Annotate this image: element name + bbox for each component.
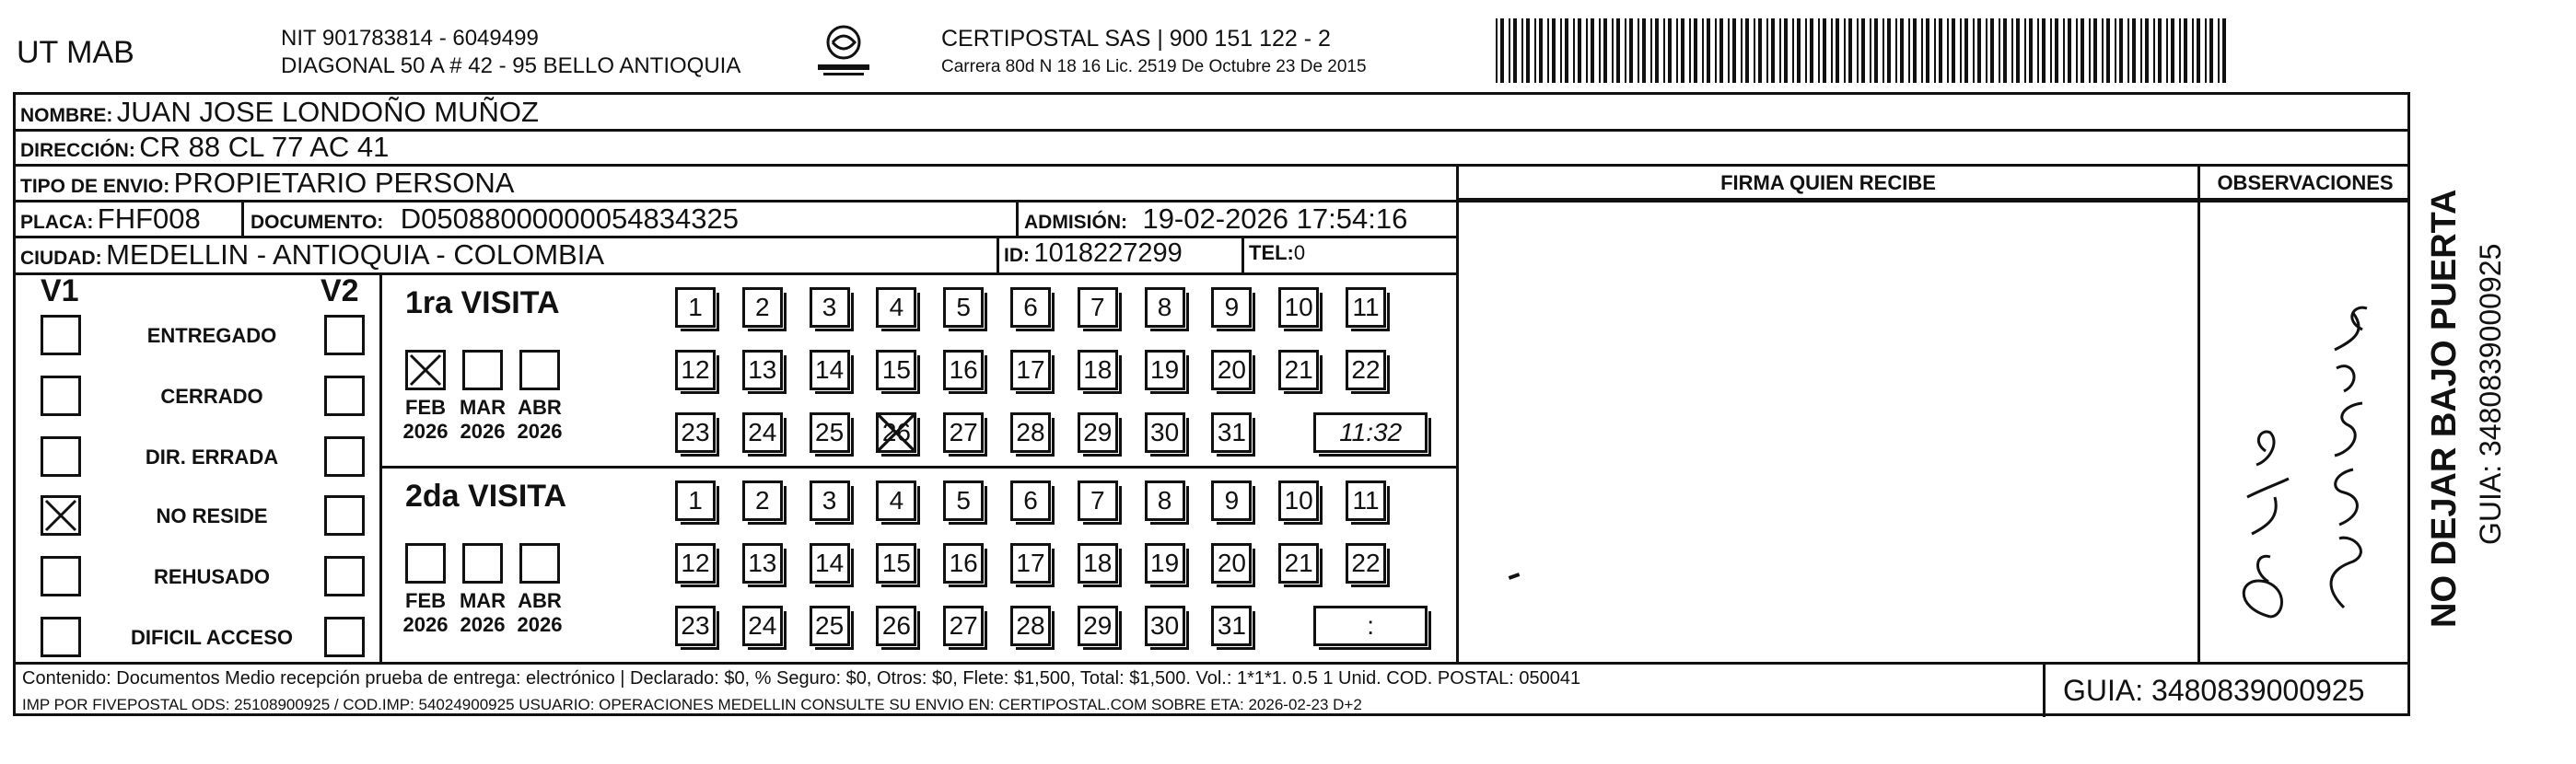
ciudad-value: MEDELLIN - ANTIOQUIA - COLOMBIA bbox=[106, 238, 604, 271]
month-year: 2026 bbox=[402, 613, 449, 636]
day-box[interactable]: 9 bbox=[1211, 287, 1252, 328]
month-year: 2026 bbox=[460, 613, 506, 636]
tel-label: TEL: bbox=[1249, 241, 1294, 264]
placa-label: PLACA: bbox=[20, 212, 94, 233]
day-box[interactable]: 13 bbox=[742, 543, 783, 584]
documento-cell bbox=[251, 203, 739, 236]
day-box[interactable]: 3 bbox=[810, 480, 850, 521]
day-box[interactable]: 25 bbox=[810, 412, 850, 453]
sender-nit: NIT 901783814 - 6049499 bbox=[281, 26, 539, 51]
day-box[interactable]: 18 bbox=[1078, 350, 1118, 390]
day-box[interactable]: 27 bbox=[943, 606, 984, 646]
day-box[interactable]: 20 bbox=[1211, 543, 1252, 584]
month-name: FEB bbox=[405, 396, 446, 419]
day-box[interactable]: 25 bbox=[810, 606, 850, 646]
month-checkbox[interactable] bbox=[462, 350, 503, 390]
month-checkbox[interactable] bbox=[462, 543, 503, 584]
firma-header: FIRMA QUIEN RECIBE bbox=[1720, 171, 1936, 194]
month-label bbox=[455, 396, 510, 444]
placa-cell bbox=[20, 203, 201, 236]
visit-title: 2da VISITA bbox=[405, 479, 567, 514]
admision-cell bbox=[1024, 203, 1407, 236]
day-box[interactable]: 7 bbox=[1078, 480, 1118, 521]
day-box[interactable]: 26 bbox=[876, 606, 916, 646]
day-box[interactable]: 3 bbox=[810, 287, 850, 328]
month-checkbox[interactable] bbox=[405, 543, 446, 584]
day-box[interactable]: 11 bbox=[1346, 287, 1386, 328]
v2-header: V2 bbox=[321, 273, 359, 308]
visit-title: 1ra VISITA bbox=[405, 285, 560, 320]
company-license: Carrera 80d N 18 16 Lic. 2519 De Octubre 23 De 2015 bbox=[941, 57, 1367, 76]
month-year: 2026 bbox=[517, 420, 563, 443]
id-label: ID: bbox=[1004, 245, 1030, 266]
nombre-row bbox=[20, 96, 539, 129]
day-box[interactable]: 12 bbox=[675, 350, 716, 390]
time-box[interactable]: : bbox=[1313, 606, 1428, 646]
direccion-value: CR 88 CL 77 AC 41 bbox=[139, 131, 390, 163]
ciudad-cell bbox=[20, 238, 604, 272]
day-box[interactable]: 16 bbox=[943, 350, 984, 390]
v2-checkbox[interactable] bbox=[324, 556, 365, 596]
placa-value: FHF008 bbox=[97, 203, 201, 235]
day-box[interactable]: 6 bbox=[1010, 480, 1051, 521]
month-name: ABR bbox=[518, 589, 562, 612]
month-label bbox=[398, 396, 453, 444]
v1-checkbox[interactable] bbox=[41, 617, 81, 657]
v2-checkbox[interactable] bbox=[324, 436, 365, 477]
day-box[interactable]: 11 bbox=[1346, 480, 1386, 521]
day-box[interactable]: 8 bbox=[1145, 287, 1185, 328]
day-box[interactable]: 14 bbox=[810, 543, 850, 584]
day-box[interactable]: 15 bbox=[876, 350, 916, 390]
month-label bbox=[455, 589, 510, 637]
v1-checkbox[interactable] bbox=[41, 376, 81, 416]
tel-value: 0 bbox=[1293, 241, 1306, 264]
v1-checkbox[interactable] bbox=[41, 556, 81, 596]
month-name: ABR bbox=[518, 396, 562, 419]
footer-contents: Contenido: Documentos Medio recepción prueba de entrega: electrónico | Declarado: $0, % Seguro: $0, Otros: $0, Flete: $1,500, Total: $1,500. Vol.: 1*1*1. 0.5 1 Unid. COD. POSTAL: 050041 bbox=[22, 668, 1581, 689]
admision-value: 19-02-2026 17:54:16 bbox=[1142, 203, 1408, 235]
observaciones-handwriting bbox=[2215, 221, 2399, 644]
id-value: 1018227299 bbox=[1033, 238, 1183, 268]
day-box[interactable]: 28 bbox=[1010, 412, 1051, 453]
status-label: REHUSADO bbox=[154, 565, 270, 588]
documento-value: D05088000000054834325 bbox=[400, 203, 739, 235]
tipo-envio-label: TIPO DE ENVIO: bbox=[20, 176, 170, 197]
status-label: CERRADO bbox=[160, 385, 263, 408]
observaciones-header: OBSERVACIONES bbox=[2217, 171, 2394, 194]
status-label: DIR. ERRADA bbox=[145, 446, 279, 469]
direccion-label: DIRECCIÓN: bbox=[20, 140, 135, 161]
id-cell bbox=[1004, 238, 1183, 269]
status-label: DIFICIL ACCESO bbox=[130, 626, 293, 649]
day-box[interactable]: 28 bbox=[1010, 606, 1051, 646]
side-guia: GUIA: 3480839000925 bbox=[2474, 243, 2507, 545]
status-label: NO RESIDE bbox=[156, 504, 268, 527]
day-box[interactable]: 5 bbox=[943, 287, 984, 328]
day-box[interactable]: 26 bbox=[876, 412, 916, 453]
month-checkbox[interactable] bbox=[519, 543, 560, 584]
sender-name: UT MAB bbox=[17, 35, 134, 70]
day-box[interactable]: 2 bbox=[742, 287, 783, 328]
tel-cell bbox=[1249, 241, 1305, 265]
day-box[interactable]: 10 bbox=[1278, 287, 1319, 328]
month-label bbox=[512, 589, 567, 637]
day-box[interactable]: 4 bbox=[876, 480, 916, 521]
day-box[interactable]: 17 bbox=[1010, 350, 1051, 390]
month-label bbox=[512, 396, 567, 444]
v2-checkbox[interactable] bbox=[324, 617, 365, 657]
tipo-envio-row bbox=[20, 167, 514, 200]
time-box[interactable]: 11:32 bbox=[1313, 412, 1428, 453]
day-box[interactable]: 16 bbox=[943, 543, 984, 584]
day-box[interactable]: 17 bbox=[1010, 543, 1051, 584]
ciudad-label: CIUDAD: bbox=[20, 248, 102, 269]
month-label bbox=[398, 589, 453, 637]
side-warning: NO DEJAR BAJO PUERTA bbox=[2425, 189, 2464, 628]
day-box[interactable]: 23 bbox=[675, 606, 716, 646]
v1-checkbox[interactable] bbox=[41, 315, 81, 355]
day-box[interactable]: 20 bbox=[1211, 350, 1252, 390]
day-box[interactable]: 23 bbox=[675, 412, 716, 453]
day-box[interactable]: 4 bbox=[876, 287, 916, 328]
day-box[interactable]: 14 bbox=[810, 350, 850, 390]
direccion-row bbox=[20, 131, 389, 164]
day-box[interactable]: 24 bbox=[742, 606, 783, 646]
nombre-label: NOMBRE: bbox=[20, 105, 113, 126]
month-name: FEB bbox=[405, 589, 446, 612]
day-box[interactable]: 1 bbox=[675, 287, 716, 328]
month-name: MAR bbox=[459, 589, 507, 612]
day-box[interactable]: 21 bbox=[1278, 350, 1319, 390]
day-box[interactable]: 31 bbox=[1211, 606, 1252, 646]
company-name: CERTIPOSTAL SAS | 900 151 122 - 2 bbox=[941, 26, 1331, 52]
day-box[interactable]: 8 bbox=[1145, 480, 1185, 521]
day-box[interactable]: 22 bbox=[1346, 543, 1386, 584]
day-box[interactable]: 29 bbox=[1078, 606, 1118, 646]
day-box[interactable]: 12 bbox=[675, 543, 716, 584]
v2-checkbox[interactable] bbox=[324, 376, 365, 416]
day-box[interactable]: 27 bbox=[943, 412, 984, 453]
day-box[interactable]: 1 bbox=[675, 480, 716, 521]
month-year: 2026 bbox=[517, 613, 563, 636]
day-box[interactable]: 6 bbox=[1010, 287, 1051, 328]
day-box[interactable]: 31 bbox=[1211, 412, 1252, 453]
v1-header: V1 bbox=[41, 273, 79, 308]
day-box[interactable]: 30 bbox=[1145, 606, 1185, 646]
day-box[interactable]: 15 bbox=[876, 543, 916, 584]
day-box[interactable]: 24 bbox=[742, 412, 783, 453]
footer-guia: GUIA: 3480839000925 bbox=[2063, 674, 2365, 707]
month-name: MAR bbox=[459, 396, 507, 419]
footer-print-info: IMP POR FIVEPOSTAL ODS: 25108900925 / COD.IMP: 54024900925 USUARIO: OPERACIONES MEDELLIN CONSULTE SU ENVIO EN: CERTIPOSTAL.COM SOBRE ETA: 2026-02-23 D+2 bbox=[22, 696, 1362, 713]
day-box[interactable]: 30 bbox=[1145, 412, 1185, 453]
barcode bbox=[1496, 18, 2229, 83]
day-box[interactable]: 22 bbox=[1346, 350, 1386, 390]
day-box[interactable]: 18 bbox=[1078, 543, 1118, 584]
day-box[interactable]: 9 bbox=[1211, 480, 1252, 521]
day-box[interactable]: 5 bbox=[943, 480, 984, 521]
v1-checkbox[interactable] bbox=[41, 436, 81, 477]
sender-address: DIAGONAL 50 A # 42 - 95 BELLO ANTIOQUIA bbox=[281, 53, 741, 78]
tipo-envio-value: PROPIETARIO PERSONA bbox=[173, 167, 515, 199]
day-box[interactable]: 10 bbox=[1278, 480, 1319, 521]
day-box[interactable]: 29 bbox=[1078, 412, 1118, 453]
status-label: ENTREGADO bbox=[146, 324, 277, 347]
day-box[interactable]: 2 bbox=[742, 480, 783, 521]
month-checkbox[interactable] bbox=[405, 350, 446, 390]
month-year: 2026 bbox=[460, 420, 506, 443]
day-box[interactable]: 19 bbox=[1145, 350, 1185, 390]
month-checkbox[interactable] bbox=[519, 350, 560, 390]
day-box[interactable]: 21 bbox=[1278, 543, 1319, 584]
day-box[interactable]: 19 bbox=[1145, 543, 1185, 584]
day-box[interactable]: 7 bbox=[1078, 287, 1118, 328]
nombre-value: JUAN JOSE LONDOÑO MUÑOZ bbox=[116, 96, 539, 128]
v2-checkbox[interactable] bbox=[324, 315, 365, 355]
certipostal-logo bbox=[812, 24, 875, 79]
v2-checkbox[interactable] bbox=[324, 495, 365, 536]
month-year: 2026 bbox=[402, 420, 449, 443]
documento-label: DOCUMENTO: bbox=[251, 212, 384, 233]
day-box[interactable]: 13 bbox=[742, 350, 783, 390]
admision-label: ADMISIÓN: bbox=[1024, 212, 1127, 233]
v1-checkbox[interactable] bbox=[41, 495, 81, 536]
